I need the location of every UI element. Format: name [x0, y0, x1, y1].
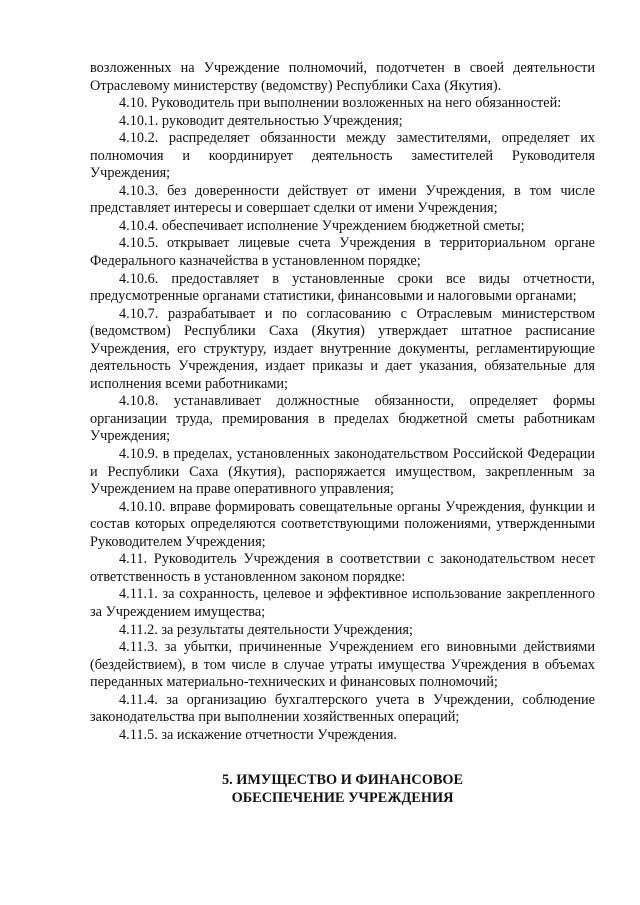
section-heading-line-1: 5. ИМУЩЕСТВО И ФИНАНСОВОЕ — [221, 772, 464, 788]
paragraph-4-10-10: 4.10.10. вправе формировать совещательные органы Учреждения, функции и состав которых определяются соответствующими положениями, утвержденными Руководителем Учреждения; — [90, 498, 595, 550]
paragraph-4-11-5: 4.11.5. за искажение отчетности Учреждения. — [119, 726, 397, 743]
paragraph-4-10-4: 4.10.4. обеспечивает исполнение Учреждением бюджетной сметы; — [119, 217, 525, 234]
document-body — [90, 60, 595, 744]
paragraph-4-10-2: 4.10.2. распределяет обязанности между заместителями, определяет их полномочия и координирует деятельность заместителей Руководителя Учреждения; — [90, 130, 595, 182]
paragraph-4-10-7: 4.10.7. разрабатывает и по согласованию с Отраслевым министерством (ведомством) Республики Саха (Якутия) утверждает штатное расписание Учреждения, его структуру, издает внутренние документы, регламентирующие деятельность Учреждения, издает приказы и дает указания, обязательные для исполнения всеми работниками; — [90, 305, 595, 392]
paragraph-4-10-1: 4.10.1. руководит деятельностью Учреждения; — [119, 112, 403, 129]
paragraph-4-11-3: 4.11.3. за убытки, причиненные Учреждением его виновными действиями (бездействием), в том числе в случае утраты имущества Учреждения в объемах переданных материально-технических и финансовых полномочий; — [90, 639, 595, 691]
paragraph-4-10: 4.10. Руководитель при выполнении возложенных на него обязанностей: — [119, 95, 562, 112]
paragraph-continuation: возложенных на Учреждение полномочий, подотчетен в своей деятельности Отраслевому министерству (ведомству) Республики Саха (Якутия). — [90, 60, 595, 94]
paragraph-4-10-9: 4.10.9. в пределах, установленных законодательством Российской Федерации и Республики Саха (Якутия), распоряжается имуществом, закрепленным за Учреждением на праве оперативного управления; — [90, 446, 595, 498]
paragraph-4-11-1: 4.11.1. за сохранность, целевое и эффективное использование закрепленного за Учреждением имущества; — [90, 586, 595, 620]
section-heading — [90, 771, 595, 807]
paragraph-4-10-3: 4.10.3. без доверенности действует от имени Учреждения, в том числе представляет интересы и совершает сделки от имени Учреждения; — [90, 182, 595, 217]
paragraph-4-10-8: 4.10.8. устанавливает должностные обязанности, определяет формы организации труда, премирования в пределах бюджетной сметы работникам Учреждения; — [90, 393, 595, 445]
paragraph-4-11-2: 4.11.2. за результаты деятельности Учреждения; — [119, 621, 413, 638]
paragraph-4-11-4: 4.11.4. за организацию бухгалтерского учета в Учреждении, соблюдение законодательства при выполнении хозяйственных операций; — [90, 691, 595, 726]
paragraph-4-10-5: 4.10.5. открывает лицевые счета Учреждения в территориальном органе Федерального казначейства в установленном порядке; — [90, 235, 595, 270]
paragraph-4-10-6: 4.10.6. предоставляет в установленные сроки все виды отчетности, предусмотренные органами статистики, финансовыми и налоговыми органами; — [90, 270, 595, 305]
section-heading-line-2: ОБЕСПЕЧЕНИЕ УЧРЕЖДЕНИЯ — [231, 790, 454, 806]
paragraph-4-11: 4.11. Руководитель Учреждения в соответствии с законодательством несет ответственность в установленном законом порядке: — [90, 551, 595, 585]
